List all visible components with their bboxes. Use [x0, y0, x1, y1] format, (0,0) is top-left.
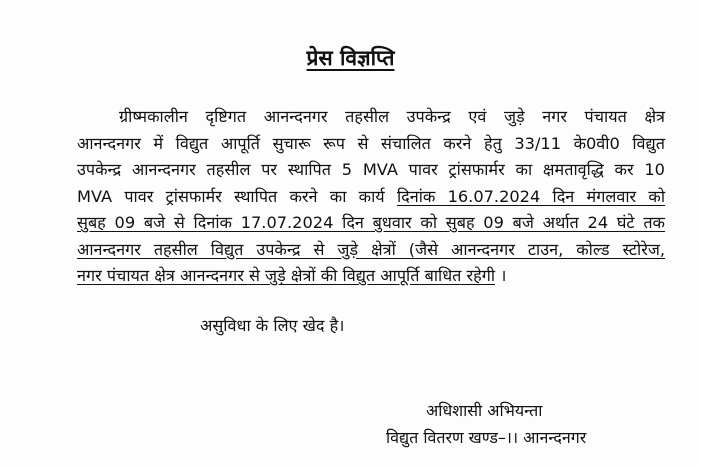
body-line-4-underlined: दिनांक 16.07.2024 दिन मंगलवार को [396, 186, 666, 206]
title-text: प्रेस विज्ञप्ति [306, 46, 395, 70]
body-line-7 [77, 263, 665, 290]
body-line-7-underlined: नगर पंचायत क्षेत्र आनन्दनगर से जुड़े क्षेत्रों की विद्युत आपूर्ति बाधित रहेगी [77, 266, 496, 285]
signature-title: अधिशासी अभियन्ता [426, 401, 543, 420]
body-line-4-text: MVA पावर ट्रांसफार्मर स्थापित करने का कार्य [77, 186, 397, 206]
page-title [0, 44, 701, 72]
body-line-1: ग्रीष्मकालीन दृष्टिगत आनन्दनगर तहसील उपकेन्द्र एवं जुड़े नगर पंचायत क्षेत्र [119, 107, 665, 126]
signature-office: विद्युत वितरण खण्ड–।। आनन्दनगर [386, 428, 587, 447]
body-line-5: सुबह 09 बजे से दिनांक 17.07.2024 दिन बुधवार को सुबह 09 बजे अर्थात 24 घंटे तक [77, 213, 665, 232]
body-line-7-end: । [495, 266, 507, 285]
body-line-3: उपकेन्द्र आनन्दनगर तहसील पर स्थापित 5 MVA पावर ट्रांसफार्मर का क्षमतावृद्धि कर 10 [77, 160, 665, 179]
body-line-4 [77, 184, 665, 211]
press-release-body [77, 104, 665, 290]
body-line-6: आनन्दनगर तहसील विद्युत उपकेन्द्र से जुड़े क्षेत्रों (जैसे आनन्दनगर टाउन, कोल्ड स्टोरेज, [77, 239, 665, 259]
regret-note: असुविधा के लिए खेद है। [200, 316, 345, 335]
body-line-2: आनन्दनगर में विद्युत आपूर्ति सुचारू रूप से संचालित करने हेतु 33/11 के0वी0 विद्युत [77, 133, 665, 153]
